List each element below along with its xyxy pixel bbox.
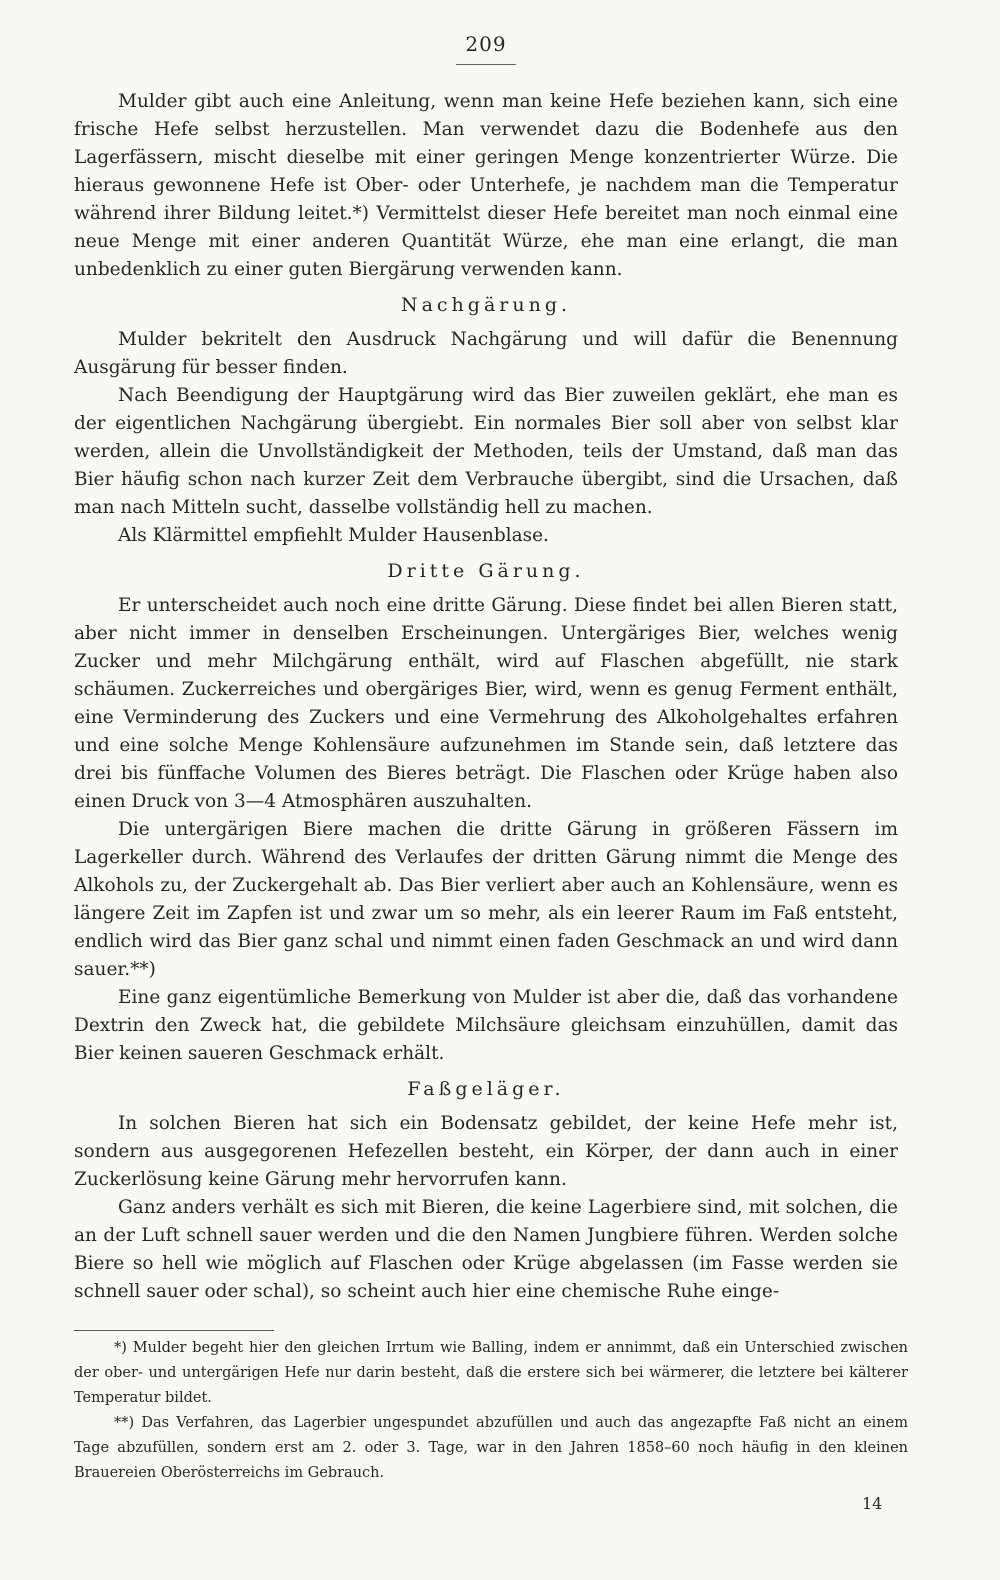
paragraph: Nach Beendigung der Hauptgärung wird das Bier zuweilen geklärt, ehe man es der eigentlichen Nachgärung übergiebt. Ein normales Bier soll aber von selbst klar werden, allein die Unvollständigkeit der Methoden, teils der Umstand, daß man das Bier häufig schon nach kurzer Zeit dem Verbrauche übergibt, sind die Ursachen, daß man nach Mitteln sucht, dasselbe vollständig hell zu machen. xyxy=(74,385,898,518)
page-body xyxy=(74,88,898,1306)
section-heading: Dritte Gärung. xyxy=(387,560,585,582)
paragraph: Eine ganz eigentümliche Bemerkung von Mulder ist aber die, daß das vorhandene Dextrin den Zweck hat, die gebildete Milchsäure gleichsam einzuhüllen, damit das Bier keinen saueren Geschmack erhält. xyxy=(74,987,898,1064)
paragraph: Ganz anders verhält es sich mit Bieren, die keine Lagerbiere sind, mit solchen, die an der Luft schnell sauer werden und die den Namen Jungbiere führen. Werden solche Biere so hell wie möglich auf Flaschen oder Krüge abgelassen (im Fasse werden sie schnell sauer oder schal), so scheint auch hier eine chemische Ruhe einge- xyxy=(74,1197,898,1302)
footnote-rule xyxy=(74,1330,274,1331)
footnote: *) Mulder begeht hier den gleichen Irrtum wie Balling, indem er annimmt, daß ein Unterschied zwischen der ober- und untergärigen Hefe nur darin besteht, daß die erstere sich bei wärmerer, die letztere bei kälterer Temperatur bildet. xyxy=(74,1340,908,1406)
signature-mark: 14 xyxy=(862,1494,883,1513)
section-heading: Faßgeläger. xyxy=(407,1078,565,1100)
section-nachgaerung xyxy=(74,292,898,550)
header-rule xyxy=(456,64,516,65)
footnote: **) Das Verfahren, das Lagerbier ungespundet abzufüllen und auch das angezapfte Faß nicht an einem Tage abzufüllen, sondern erst am 2. oder 3. Tage, war in den Jahren 1858–60 noch häufig in den kleinen Brauereien Oberösterreichs im Gebrauch. xyxy=(74,1415,908,1481)
intro-paragraph: Mulder gibt auch eine Anleitung, wenn man keine Hefe beziehen kann, sich eine frische Hefe selbst herzustellen. Man verwendet dazu die Bodenhefe aus den Lagerfässern, mischt dieselbe mit einer geringen Menge konzentrierter Würze. Die hieraus gewonnene Hefe ist Ober- oder Unterhefe, je nachdem man die Temperatur während ihrer Bildung leitet.*) Vermittelst dieser Hefe bereitet man noch einmal eine neue Menge mit einer anderen Quantität Würze, ehe man eine erlangt, die man unbedenklich zu einer guten Biergärung verwenden kann. xyxy=(74,91,898,280)
paragraph: In solchen Bieren hat sich ein Bodensatz gebildet, der keine Hefe mehr ist, sondern aus ausgegorenen Hefezellen besteht, ein Körper, der dann auch in einer Zuckerlösung keine Gärung mehr hervorrufen kann. xyxy=(74,1113,898,1190)
footnotes xyxy=(74,1336,908,1486)
paragraph: Mulder bekritelt den Ausdruck Nachgärung und will dafür die Benennung Ausgärung für besser finden. xyxy=(74,329,898,378)
paragraph: Als Klärmittel empfiehlt Mulder Hausenblase. xyxy=(118,525,549,546)
section-heading: Nachgärung. xyxy=(400,294,572,316)
paragraph: Die untergärigen Biere machen die dritte Gärung in größeren Fässern im Lagerkeller durch. Während des Verlaufes der dritten Gärung nimmt die Menge des Alkohols zu, der Zuckergehalt ab. Das Bier verliert aber auch an Kohlensäure, wenn es längere Zeit im Zapfen ist und zwar um so mehr, als ein leerer Raum im Faß entsteht, endlich wird das Bier ganz schal und nimmt einen faden Geschmack an und wird dann sauer.**) xyxy=(74,819,898,980)
section-fassgelaeger xyxy=(74,1076,898,1306)
paragraph: Er unterscheidet auch noch eine dritte Gärung. Diese findet bei allen Bieren statt, aber nicht immer in denselben Erscheinungen. Untergäriges Bier, welches wenig Zucker und mehr Milchgärung enthält, wird auf Flaschen abgefüllt, nie stark schäumen. Zuckerreiches und obergäriges Bier, wird, wenn es genug Ferment enthält, eine Verminderung des Zuckers und eine Vermehrung des Alkoholgehaltes erfahren und eine solche Menge Kohlensäure aufzunehmen im Stande sein, daß letztere das drei bis fünffache Volumen des Bieres beträgt. Die Flaschen oder Krüge haben also einen Druck von 3—4 Atmosphären auszuhalten. xyxy=(74,595,898,812)
page-number: 209 xyxy=(465,32,507,56)
section-dritte-gaerung xyxy=(74,558,898,1068)
